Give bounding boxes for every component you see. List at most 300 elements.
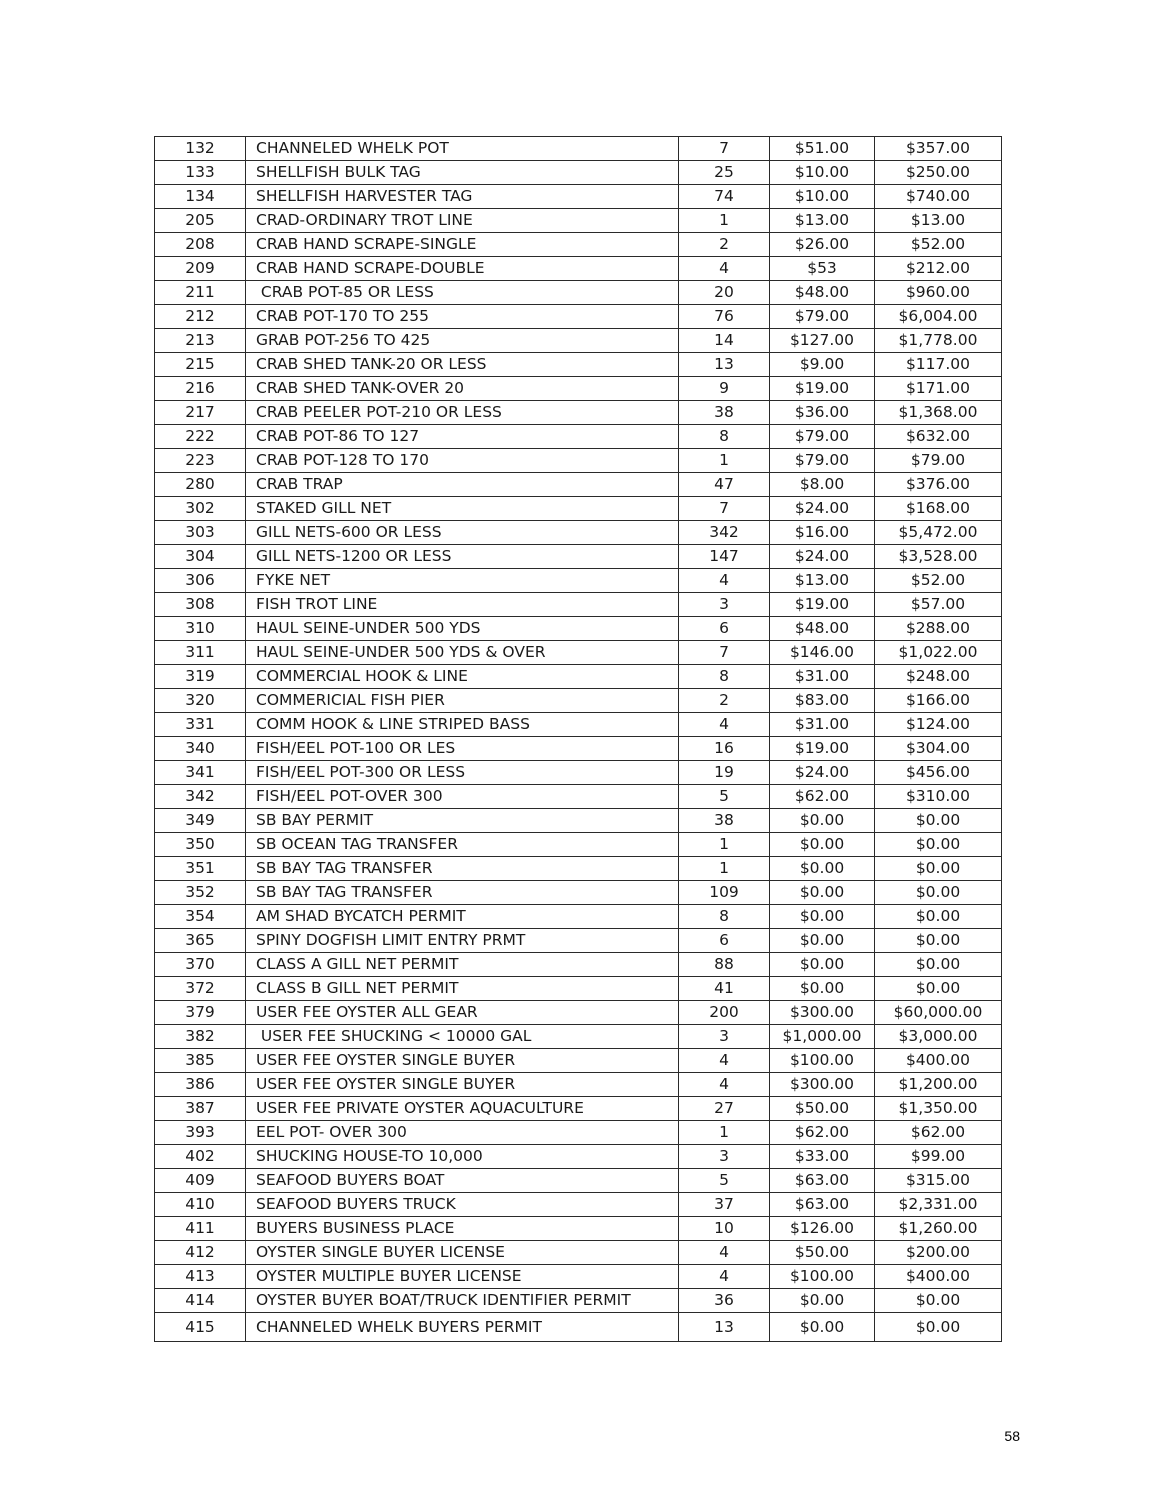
code-cell: 211 (155, 281, 246, 305)
description-cell: GRAB POT-256 TO 425 (246, 329, 679, 353)
code-cell: 413 (155, 1265, 246, 1289)
table-row (155, 1313, 1002, 1342)
description-cell: COMMERCIAL HOOK & LINE (246, 665, 679, 689)
description-cell: FISH/EEL POT-OVER 300 (246, 785, 679, 809)
fee-cell: $24.00 (770, 545, 875, 569)
total-cell: $456.00 (875, 761, 1002, 785)
fee-cell: $0.00 (770, 929, 875, 953)
code-cell: 223 (155, 449, 246, 473)
total-cell: $0.00 (875, 1289, 1002, 1313)
quantity-cell: 4 (679, 569, 770, 593)
total-cell: $79.00 (875, 449, 1002, 473)
code-cell: 216 (155, 377, 246, 401)
description-cell: EEL POT- OVER 300 (246, 1121, 679, 1145)
table-row (155, 785, 1002, 809)
table-row (155, 545, 1002, 569)
code-cell: 385 (155, 1049, 246, 1073)
fee-cell: $1,000.00 (770, 1025, 875, 1049)
table-row (155, 737, 1002, 761)
total-cell: $5,472.00 (875, 521, 1002, 545)
table-row (155, 1169, 1002, 1193)
code-cell: 372 (155, 977, 246, 1001)
description-cell: CRAB POT-86 TO 127 (246, 425, 679, 449)
total-cell: $740.00 (875, 185, 1002, 209)
quantity-cell: 20 (679, 281, 770, 305)
table-row (155, 1073, 1002, 1097)
license-fee-table (154, 136, 1002, 1342)
total-cell: $0.00 (875, 977, 1002, 1001)
fee-cell: $24.00 (770, 497, 875, 521)
table-row (155, 353, 1002, 377)
table-row (155, 881, 1002, 905)
total-cell: $117.00 (875, 353, 1002, 377)
description-cell: OYSTER BUYER BOAT/TRUCK IDENTIFIER PERMIT (246, 1289, 679, 1313)
table-row (155, 761, 1002, 785)
quantity-cell: 6 (679, 617, 770, 641)
code-cell: 213 (155, 329, 246, 353)
table-row (155, 977, 1002, 1001)
code-cell: 340 (155, 737, 246, 761)
fee-cell: $100.00 (770, 1049, 875, 1073)
fee-cell: $146.00 (770, 641, 875, 665)
quantity-cell: 16 (679, 737, 770, 761)
total-cell: $248.00 (875, 665, 1002, 689)
fee-cell: $26.00 (770, 233, 875, 257)
table-row (155, 449, 1002, 473)
total-cell: $60,000.00 (875, 1001, 1002, 1025)
fee-cell: $62.00 (770, 785, 875, 809)
total-cell: $212.00 (875, 257, 1002, 281)
description-cell: CRAD-ORDINARY TROT LINE (246, 209, 679, 233)
fee-cell: $13.00 (770, 569, 875, 593)
total-cell: $960.00 (875, 281, 1002, 305)
description-cell: CHANNELED WHELK POT (246, 137, 679, 161)
fee-cell: $63.00 (770, 1169, 875, 1193)
quantity-cell: 74 (679, 185, 770, 209)
quantity-cell: 5 (679, 785, 770, 809)
code-cell: 306 (155, 569, 246, 593)
table-row (155, 665, 1002, 689)
table-row (155, 161, 1002, 185)
description-cell: USER FEE OYSTER SINGLE BUYER (246, 1049, 679, 1073)
fee-cell: $19.00 (770, 593, 875, 617)
table-row (155, 1193, 1002, 1217)
fee-cell: $0.00 (770, 905, 875, 929)
quantity-cell: 4 (679, 713, 770, 737)
total-cell: $1,778.00 (875, 329, 1002, 353)
table-row (155, 377, 1002, 401)
total-cell: $310.00 (875, 785, 1002, 809)
total-cell: $124.00 (875, 713, 1002, 737)
total-cell: $632.00 (875, 425, 1002, 449)
fee-cell: $31.00 (770, 713, 875, 737)
fee-cell: $0.00 (770, 953, 875, 977)
code-cell: 354 (155, 905, 246, 929)
code-cell: 302 (155, 497, 246, 521)
table-row (155, 1121, 1002, 1145)
code-cell: 341 (155, 761, 246, 785)
quantity-cell: 14 (679, 329, 770, 353)
code-cell: 351 (155, 857, 246, 881)
total-cell: $0.00 (875, 881, 1002, 905)
code-cell: 410 (155, 1193, 246, 1217)
fee-cell: $48.00 (770, 617, 875, 641)
description-cell: AM SHAD BYCATCH PERMIT (246, 905, 679, 929)
total-cell: $168.00 (875, 497, 1002, 521)
total-cell: $315.00 (875, 1169, 1002, 1193)
table-row (155, 1025, 1002, 1049)
description-cell: SHELLFISH BULK TAG (246, 161, 679, 185)
quantity-cell: 7 (679, 641, 770, 665)
code-cell: 409 (155, 1169, 246, 1193)
total-cell: $376.00 (875, 473, 1002, 497)
code-cell: 217 (155, 401, 246, 425)
quantity-cell: 1 (679, 857, 770, 881)
table-row (155, 1217, 1002, 1241)
total-cell: $1,260.00 (875, 1217, 1002, 1241)
total-cell: $0.00 (875, 833, 1002, 857)
description-cell: FISH/EEL POT-100 OR LES (246, 737, 679, 761)
code-cell: 222 (155, 425, 246, 449)
fee-cell: $300.00 (770, 1073, 875, 1097)
total-cell: $200.00 (875, 1241, 1002, 1265)
table-row (155, 521, 1002, 545)
code-cell: 319 (155, 665, 246, 689)
description-cell: CHANNELED WHELK BUYERS PERMIT (246, 1313, 679, 1342)
quantity-cell: 4 (679, 1049, 770, 1073)
total-cell: $1,350.00 (875, 1097, 1002, 1121)
total-cell: $3,528.00 (875, 545, 1002, 569)
quantity-cell: 47 (679, 473, 770, 497)
code-cell: 415 (155, 1313, 246, 1342)
code-cell: 382 (155, 1025, 246, 1049)
description-cell: COMM HOOK & LINE STRIPED BASS (246, 713, 679, 737)
fee-cell: $79.00 (770, 305, 875, 329)
total-cell: $0.00 (875, 905, 1002, 929)
total-cell: $13.00 (875, 209, 1002, 233)
code-cell: 303 (155, 521, 246, 545)
quantity-cell: 7 (679, 497, 770, 521)
table-row (155, 209, 1002, 233)
table-row (155, 257, 1002, 281)
table-row (155, 281, 1002, 305)
fee-cell: $53 (770, 257, 875, 281)
quantity-cell: 25 (679, 161, 770, 185)
code-cell: 311 (155, 641, 246, 665)
fee-cell: $16.00 (770, 521, 875, 545)
table-row (155, 1001, 1002, 1025)
description-cell: USER FEE OYSTER ALL GEAR (246, 1001, 679, 1025)
table-row (155, 809, 1002, 833)
quantity-cell: 6 (679, 929, 770, 953)
description-cell: SEAFOOD BUYERS TRUCK (246, 1193, 679, 1217)
description-cell: CRAB PEELER POT-210 OR LESS (246, 401, 679, 425)
fee-cell: $126.00 (770, 1217, 875, 1241)
quantity-cell: 36 (679, 1289, 770, 1313)
description-cell: USER FEE OYSTER SINGLE BUYER (246, 1073, 679, 1097)
code-cell: 209 (155, 257, 246, 281)
table-row (155, 329, 1002, 353)
fee-cell: $10.00 (770, 161, 875, 185)
description-cell: STAKED GILL NET (246, 497, 679, 521)
table-row (155, 617, 1002, 641)
total-cell: $166.00 (875, 689, 1002, 713)
fee-cell: $0.00 (770, 857, 875, 881)
total-cell: $400.00 (875, 1265, 1002, 1289)
quantity-cell: 3 (679, 593, 770, 617)
quantity-cell: 2 (679, 689, 770, 713)
total-cell: $0.00 (875, 953, 1002, 977)
table-row (155, 857, 1002, 881)
description-cell: SHUCKING HOUSE-TO 10,000 (246, 1145, 679, 1169)
total-cell: $171.00 (875, 377, 1002, 401)
fee-cell: $8.00 (770, 473, 875, 497)
description-cell: SB BAY PERMIT (246, 809, 679, 833)
fee-cell: $13.00 (770, 209, 875, 233)
code-cell: 412 (155, 1241, 246, 1265)
description-cell: CRAB HAND SCRAPE-SINGLE (246, 233, 679, 257)
fee-cell: $19.00 (770, 377, 875, 401)
fee-cell: $31.00 (770, 665, 875, 689)
description-cell: CRAB POT-128 TO 170 (246, 449, 679, 473)
total-cell: $1,022.00 (875, 641, 1002, 665)
code-cell: 320 (155, 689, 246, 713)
fee-cell: $51.00 (770, 137, 875, 161)
table-row (155, 1145, 1002, 1169)
code-cell: 331 (155, 713, 246, 737)
table-row (155, 473, 1002, 497)
table-row (155, 1241, 1002, 1265)
code-cell: 215 (155, 353, 246, 377)
code-cell: 133 (155, 161, 246, 185)
quantity-cell: 13 (679, 1313, 770, 1342)
fee-cell: $100.00 (770, 1265, 875, 1289)
code-cell: 349 (155, 809, 246, 833)
table-row (155, 1289, 1002, 1313)
fee-cell: $19.00 (770, 737, 875, 761)
table-row (155, 833, 1002, 857)
description-cell: SB BAY TAG TRANSFER (246, 881, 679, 905)
fee-cell: $0.00 (770, 977, 875, 1001)
fee-cell: $0.00 (770, 833, 875, 857)
total-cell: $6,004.00 (875, 305, 1002, 329)
code-cell: 393 (155, 1121, 246, 1145)
total-cell: $304.00 (875, 737, 1002, 761)
table-row (155, 713, 1002, 737)
quantity-cell: 2 (679, 233, 770, 257)
total-cell: $1,368.00 (875, 401, 1002, 425)
code-cell: 205 (155, 209, 246, 233)
quantity-cell: 38 (679, 809, 770, 833)
fee-cell: $36.00 (770, 401, 875, 425)
quantity-cell: 147 (679, 545, 770, 569)
code-cell: 387 (155, 1097, 246, 1121)
quantity-cell: 1 (679, 449, 770, 473)
total-cell: $288.00 (875, 617, 1002, 641)
quantity-cell: 109 (679, 881, 770, 905)
code-cell: 379 (155, 1001, 246, 1025)
description-cell: FYKE NET (246, 569, 679, 593)
code-cell: 208 (155, 233, 246, 257)
fee-cell: $50.00 (770, 1097, 875, 1121)
quantity-cell: 38 (679, 401, 770, 425)
table-row (155, 233, 1002, 257)
code-cell: 304 (155, 545, 246, 569)
description-cell: CRAB SHED TANK-20 OR LESS (246, 353, 679, 377)
table-row (155, 953, 1002, 977)
total-cell: $99.00 (875, 1145, 1002, 1169)
table-row (155, 593, 1002, 617)
description-cell: CRAB SHED TANK-OVER 20 (246, 377, 679, 401)
table-row (155, 641, 1002, 665)
description-cell: CRAB TRAP (246, 473, 679, 497)
description-cell: USER FEE SHUCKING < 10000 GAL (246, 1025, 679, 1049)
code-cell: 310 (155, 617, 246, 641)
description-cell: OYSTER MULTIPLE BUYER LICENSE (246, 1265, 679, 1289)
total-cell: $0.00 (875, 809, 1002, 833)
code-cell: 132 (155, 137, 246, 161)
quantity-cell: 342 (679, 521, 770, 545)
total-cell: $400.00 (875, 1049, 1002, 1073)
code-cell: 370 (155, 953, 246, 977)
fee-cell: $79.00 (770, 425, 875, 449)
total-cell: $1,200.00 (875, 1073, 1002, 1097)
description-cell: SEAFOOD BUYERS BOAT (246, 1169, 679, 1193)
description-cell: CRAB POT-85 OR LESS (246, 281, 679, 305)
description-cell: COMMERICIAL FISH PIER (246, 689, 679, 713)
table-row (155, 305, 1002, 329)
description-cell: SB OCEAN TAG TRANSFER (246, 833, 679, 857)
table-row (155, 1265, 1002, 1289)
fee-cell: $10.00 (770, 185, 875, 209)
quantity-cell: 1 (679, 1121, 770, 1145)
fee-cell: $50.00 (770, 1241, 875, 1265)
fee-cell: $9.00 (770, 353, 875, 377)
quantity-cell: 8 (679, 905, 770, 929)
quantity-cell: 9 (679, 377, 770, 401)
fee-cell: $63.00 (770, 1193, 875, 1217)
total-cell: $357.00 (875, 137, 1002, 161)
quantity-cell: 1 (679, 209, 770, 233)
description-cell: HAUL SEINE-UNDER 500 YDS & OVER (246, 641, 679, 665)
total-cell: $2,331.00 (875, 1193, 1002, 1217)
quantity-cell: 3 (679, 1025, 770, 1049)
quantity-cell: 13 (679, 353, 770, 377)
table-row (155, 905, 1002, 929)
code-cell: 308 (155, 593, 246, 617)
code-cell: 134 (155, 185, 246, 209)
quantity-cell: 4 (679, 257, 770, 281)
quantity-cell: 200 (679, 1001, 770, 1025)
table-row (155, 497, 1002, 521)
table-row (155, 137, 1002, 161)
fee-cell: $0.00 (770, 809, 875, 833)
description-cell: CLASS B GILL NET PERMIT (246, 977, 679, 1001)
total-cell: $0.00 (875, 929, 1002, 953)
code-cell: 414 (155, 1289, 246, 1313)
quantity-cell: 5 (679, 1169, 770, 1193)
fee-cell: $127.00 (770, 329, 875, 353)
fee-cell: $48.00 (770, 281, 875, 305)
table-row (155, 929, 1002, 953)
fee-cell: $300.00 (770, 1001, 875, 1025)
description-cell: SHELLFISH HARVESTER TAG (246, 185, 679, 209)
table-row (155, 401, 1002, 425)
description-cell: GILL NETS-600 OR LESS (246, 521, 679, 545)
code-cell: 352 (155, 881, 246, 905)
total-cell: $0.00 (875, 857, 1002, 881)
description-cell: CRAB POT-170 TO 255 (246, 305, 679, 329)
code-cell: 350 (155, 833, 246, 857)
table-row (155, 1097, 1002, 1121)
description-cell: CLASS A GILL NET PERMIT (246, 953, 679, 977)
total-cell: $0.00 (875, 1313, 1002, 1342)
quantity-cell: 4 (679, 1265, 770, 1289)
total-cell: $250.00 (875, 161, 1002, 185)
quantity-cell: 8 (679, 665, 770, 689)
page-number: 58 (1004, 1428, 1020, 1444)
quantity-cell: 27 (679, 1097, 770, 1121)
code-cell: 280 (155, 473, 246, 497)
description-cell: OYSTER SINGLE BUYER LICENSE (246, 1241, 679, 1265)
table-row (155, 689, 1002, 713)
quantity-cell: 1 (679, 833, 770, 857)
code-cell: 402 (155, 1145, 246, 1169)
quantity-cell: 76 (679, 305, 770, 329)
fee-cell: $33.00 (770, 1145, 875, 1169)
code-cell: 365 (155, 929, 246, 953)
code-cell: 342 (155, 785, 246, 809)
quantity-cell: 4 (679, 1073, 770, 1097)
table-row (155, 185, 1002, 209)
quantity-cell: 10 (679, 1217, 770, 1241)
total-cell: $52.00 (875, 569, 1002, 593)
fee-cell: $83.00 (770, 689, 875, 713)
code-cell: 386 (155, 1073, 246, 1097)
table-row (155, 569, 1002, 593)
table-row (155, 425, 1002, 449)
quantity-cell: 41 (679, 977, 770, 1001)
description-cell: USER FEE PRIVATE OYSTER AQUACULTURE (246, 1097, 679, 1121)
total-cell: $62.00 (875, 1121, 1002, 1145)
table-row (155, 1049, 1002, 1073)
description-cell: FISH/EEL POT-300 OR LESS (246, 761, 679, 785)
quantity-cell: 4 (679, 1241, 770, 1265)
fee-cell: $24.00 (770, 761, 875, 785)
description-cell: HAUL SEINE-UNDER 500 YDS (246, 617, 679, 641)
total-cell: $57.00 (875, 593, 1002, 617)
quantity-cell: 19 (679, 761, 770, 785)
fee-cell: $0.00 (770, 881, 875, 905)
quantity-cell: 7 (679, 137, 770, 161)
description-cell: SPINY DOGFISH LIMIT ENTRY PRMT (246, 929, 679, 953)
description-cell: CRAB HAND SCRAPE-DOUBLE (246, 257, 679, 281)
fee-cell: $0.00 (770, 1313, 875, 1342)
quantity-cell: 37 (679, 1193, 770, 1217)
description-cell: BUYERS BUSINESS PLACE (246, 1217, 679, 1241)
quantity-cell: 8 (679, 425, 770, 449)
code-cell: 411 (155, 1217, 246, 1241)
quantity-cell: 88 (679, 953, 770, 977)
description-cell: FISH TROT LINE (246, 593, 679, 617)
fee-cell: $0.00 (770, 1289, 875, 1313)
description-cell: GILL NETS-1200 OR LESS (246, 545, 679, 569)
fee-cell: $79.00 (770, 449, 875, 473)
code-cell: 212 (155, 305, 246, 329)
license-fee-table-body (155, 137, 1002, 1342)
total-cell: $52.00 (875, 233, 1002, 257)
total-cell: $3,000.00 (875, 1025, 1002, 1049)
